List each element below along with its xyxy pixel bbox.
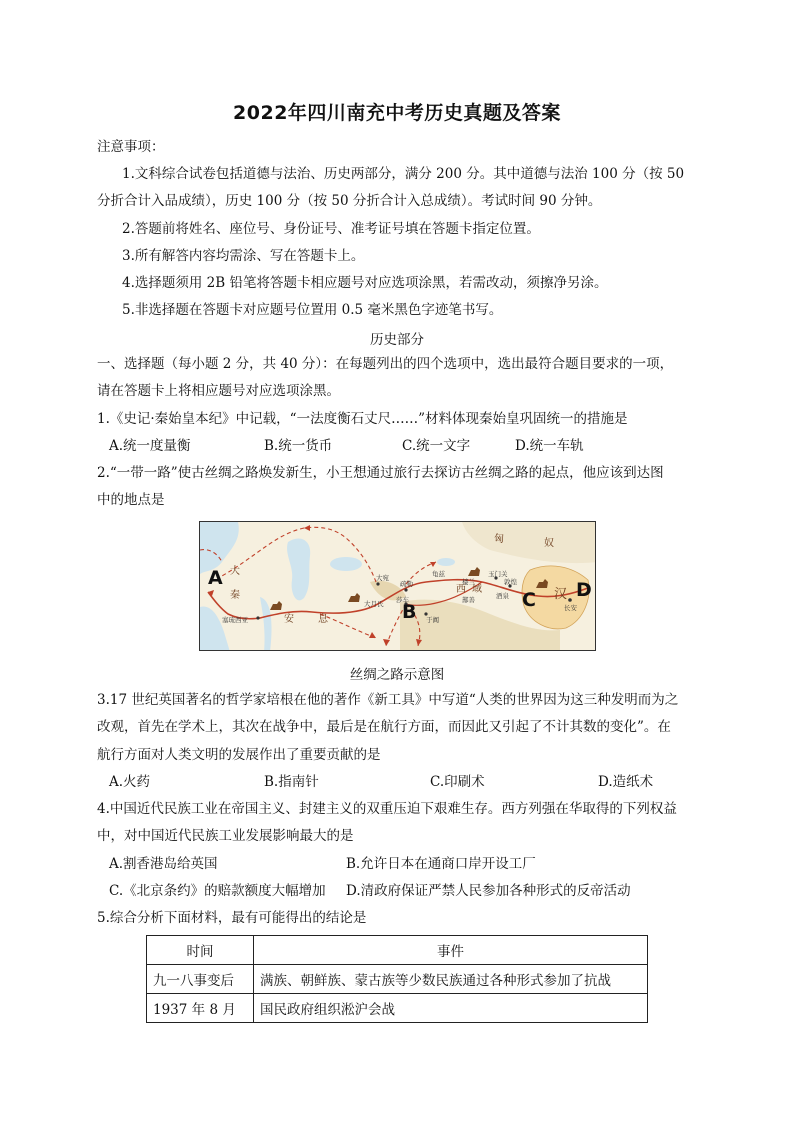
place-label: 疏勒 xyxy=(400,580,413,588)
notice-item: 2.答题前将姓名、座位号、身份证号、准考证号填在答题卡指定位置。 xyxy=(122,221,540,237)
q4-option-d: D.清政府保证严禁人民参加各种形式的反帝活动 xyxy=(346,883,631,899)
question-2-stem: 中的地点是 xyxy=(97,492,165,508)
place-label: 域 xyxy=(472,584,482,595)
question-3-stem: 改观，首先在学术上，其次在战争中，最后是在航行方面，而因此又引起了不计其数的变化”。在 xyxy=(97,719,671,735)
marker-a: A xyxy=(208,567,223,589)
place-label: 莎车 xyxy=(396,596,409,604)
table-cell-event: 国民政府组织淞沪会战 xyxy=(254,994,648,1023)
q3-option-c: C.印刷术 xyxy=(430,774,485,790)
table-cell-time: 九一八事变后 xyxy=(147,965,254,994)
place-label: 奴 xyxy=(544,538,554,549)
notice-item: 1.文科综合试卷包括道德与法治、历史两部分，满分 200 分。其中道德与法治 100 分（按 50 xyxy=(122,166,685,182)
question-1-stem: 1.《史记·秦始皇本纪》中记载，“一法度衡石丈尺……”材料体现秦始皇巩固统一的措施是 xyxy=(97,411,628,427)
q4-option-b: B.允许日本在通商口岸开设工厂 xyxy=(346,856,536,872)
place-label: 塞琉西亚 xyxy=(222,616,248,624)
marker-d: D xyxy=(576,579,592,601)
part1-instruction: 一、选择题（每小题 2 分，共 40 分）：在每题列出的四个选项中，选出最符合题目要求的一项， xyxy=(97,356,674,372)
place-label: 长安 xyxy=(564,604,577,612)
place-label: 大月氏 xyxy=(364,600,384,608)
table-cell-event: 满族、朝鲜族、蒙古族等少数民族通过各种形式参加了抗战 xyxy=(254,965,648,994)
question-3-stem: 3.17 世纪英国著名的哲学家培根在他的著作《新工具》中写道“人类的世界因为这三种发明而为之 xyxy=(97,692,679,708)
place-label: 息 xyxy=(318,614,328,625)
material-table xyxy=(146,935,648,1023)
table-header-row xyxy=(147,936,648,965)
section-title: 历史部分 xyxy=(370,332,424,348)
table-header-event: 事件 xyxy=(254,936,648,965)
map-caption: 丝绸之路示意图 xyxy=(349,667,445,683)
place-label: 大 xyxy=(230,566,240,577)
table-row xyxy=(147,994,648,1023)
place-label: 龟兹 xyxy=(432,570,445,578)
place-label: 秦 xyxy=(230,590,240,601)
place-label: 鄯善 xyxy=(462,596,475,604)
place-label: 汉 xyxy=(554,587,568,602)
place-label: 玉门关 xyxy=(488,570,508,578)
q3-option-a: A.火药 xyxy=(109,774,151,790)
q4-option-a: A.割香港岛给英国 xyxy=(109,856,218,872)
place-label: 西 xyxy=(456,584,466,595)
part1-instruction: 请在答题卡上将相应题号对应选项涂黑。 xyxy=(97,383,340,399)
table-header-time: 时间 xyxy=(147,936,254,965)
notice-item: 3.所有解答内容均需涂、写在答题卡上。 xyxy=(122,248,365,264)
question-4-stem: 中，对中国近代民族工业发展影响最大的是 xyxy=(97,828,354,844)
place-label: 酒泉 xyxy=(496,592,509,600)
page-title: 2022年四川南充中考历史真题及答案 xyxy=(233,102,561,124)
q1-option-d: D.统一车轨 xyxy=(515,438,584,454)
q3-option-d: D.造纸术 xyxy=(598,774,654,790)
table-cell-time: 1937 年 8 月 xyxy=(147,994,254,1023)
place-label: 安 xyxy=(284,614,294,625)
place-label: 敦煌 xyxy=(504,578,517,586)
q1-option-a: A.统一度量衡 xyxy=(109,438,191,454)
notice-item: 分折合计入品成绩），历史 100 分（按 50 分折合计入总成绩）。考试时间 90 分钟。 xyxy=(97,193,602,209)
q1-option-b: B.统一货币 xyxy=(264,438,333,454)
notice-item: 5.非选择题在答题卡对应题号位置用 0.5 毫米黑色字迹笔书写。 xyxy=(122,302,503,318)
question-5-stem: 5.综合分析下面材料，最有可能得出的结论是 xyxy=(97,910,367,926)
marker-b: B xyxy=(402,601,417,623)
question-4-stem: 4.中国近代民族工业在帝国主义、封建主义的双重压迫下艰难生存。西方列强在华取得的下列权益 xyxy=(97,801,677,817)
table-row xyxy=(147,965,648,994)
marker-c: C xyxy=(522,589,536,611)
notice-heading: 注意事项： xyxy=(97,139,165,155)
question-3-stem: 航行方面对人类文明的发展作出了重要贡献的是 xyxy=(97,747,381,763)
notice-item: 4.选择题须用 2B 铅笔将答题卡相应题号对应选项涂黑，若需改动，须擦净另涂。 xyxy=(122,275,608,291)
place-label: 楼兰 xyxy=(462,578,475,586)
place-label: 于阗 xyxy=(426,616,439,624)
q3-option-b: B.指南针 xyxy=(264,774,319,790)
question-2-stem: 2.“一带一路”使古丝绸之路焕发新生，小王想通过旅行去探访古丝绸之路的起点，他应该到达图 xyxy=(97,465,664,481)
q4-option-c: C.《北京条约》的赔款额度大幅增加 xyxy=(109,883,326,899)
silk-road-map xyxy=(199,521,596,651)
place-label: 匈 xyxy=(494,534,504,545)
q1-option-c: C.统一文字 xyxy=(402,438,471,454)
place-label: 大宛 xyxy=(376,574,389,582)
